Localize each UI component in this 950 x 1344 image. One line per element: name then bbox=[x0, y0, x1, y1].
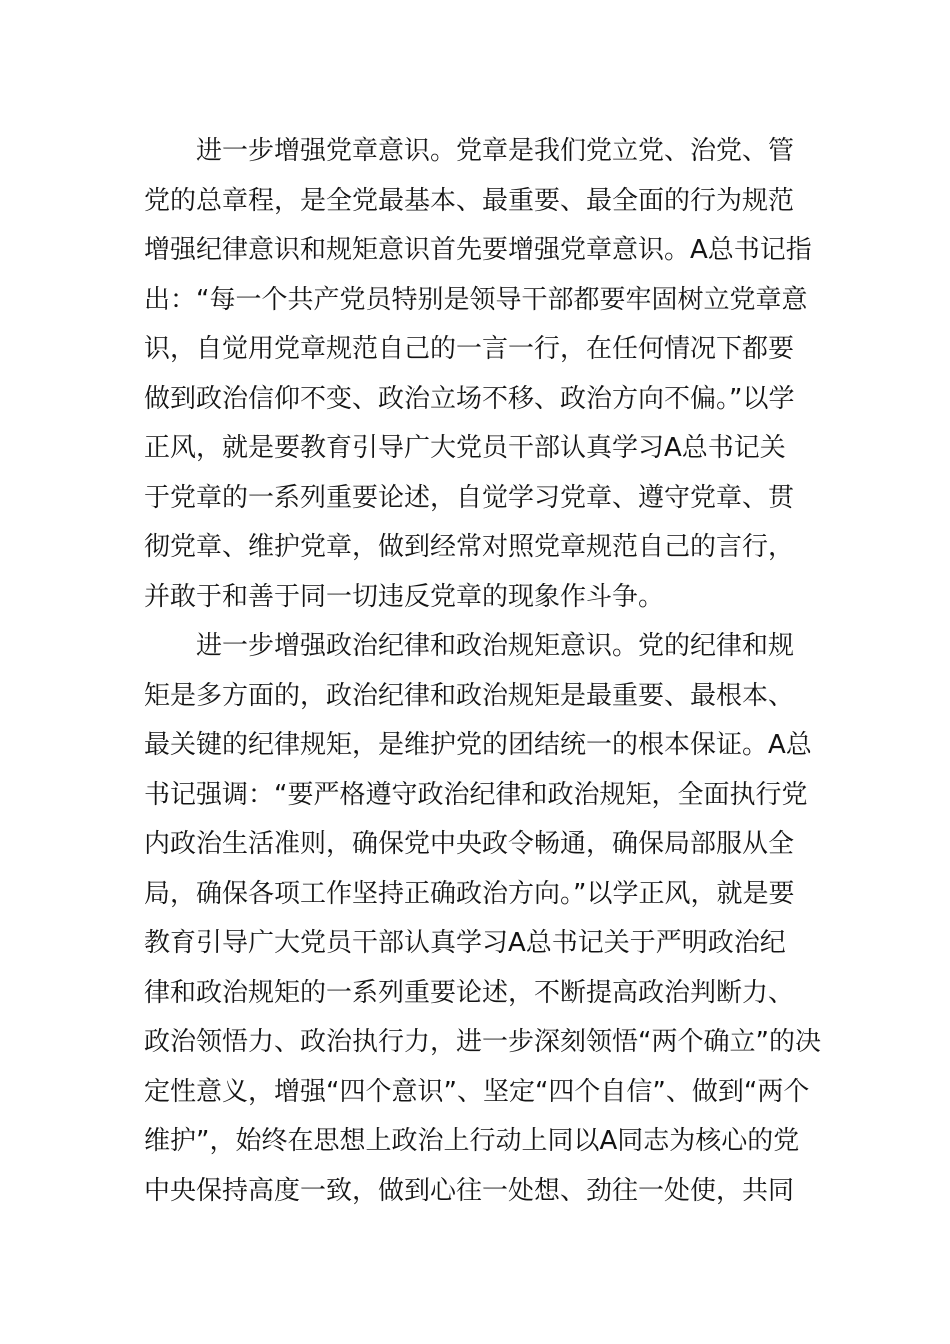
paragraph-1-line-1: 进一步增强党章意识。党章是我们党立党、治党、管 bbox=[196, 136, 795, 166]
paragraph-1-line-9: 彻党章、维护党章，做到经常对照党章规范自己的言行， bbox=[144, 532, 795, 562]
paragraph-1-line-10: 并敢于和善于同一切违反党章的现象作斗争。 bbox=[144, 581, 665, 612]
body-text bbox=[144, 127, 821, 1216]
paragraph-1-line-4: 出：“每一个共产党员特别是领导干部都要牢固树立党章意 bbox=[144, 284, 808, 315]
paragraph-2-line-12: 中央保持高度一致，做到心往一处想、劲往一处使，共同 bbox=[144, 1175, 795, 1206]
paragraph-2-line-4: 书记强调：“要严格遵守政治纪律和政治规矩，全面执行党 bbox=[144, 779, 808, 810]
paragraph-1-line-2: 党的总章程，是全党最基本、最重要、最全面的行为规范 bbox=[144, 185, 795, 216]
paragraph-1-line-3: 增强纪律意识和规矩意识首先要增强党章意识。A总书记指 bbox=[144, 235, 812, 265]
paragraph-1-line-5: 识，自觉用党章规范自己的一言一行，在任何情况下都要 bbox=[144, 334, 795, 364]
paragraph-2-line-11: 维护”，始终在思想上政治上行动上同以A同志为核心的党 bbox=[144, 1126, 800, 1156]
paragraph-1-line-8: 于党章的一系列重要论述，自觉学习党章、遵守党章、贯 bbox=[144, 482, 795, 513]
paragraph-1-line-6: 做到政治信仰不变、政治立场不移、政治方向不偏。”以学 bbox=[144, 383, 795, 414]
paragraph-2-line-7: 教育引导广大党员干部认真学习A总书记关于严明政治纪 bbox=[144, 928, 786, 958]
paragraph-1-line-7: 正风，就是要教育引导广大党员干部认真学习A总书记关 bbox=[144, 433, 786, 463]
paragraph-2-line-5: 内政治生活准则，确保党中央政令畅通，确保局部服从全 bbox=[144, 829, 795, 859]
paragraph-2-line-6: 局，确保各项工作坚持正确政治方向。”以学正风，就是要 bbox=[144, 878, 795, 909]
paragraph-2-line-2: 矩是多方面的，政治纪律和政治规矩是最重要、最根本、 bbox=[144, 680, 795, 711]
paragraph-2-line-1: 进一步增强政治纪律和政治规矩意识。党的纪律和规 bbox=[196, 631, 795, 661]
paragraph-2-line-3: 最关键的纪律规矩，是维护党的团结统一的根本保证。A总 bbox=[144, 730, 812, 760]
paragraph-2-line-9: 政治领悟力、政治执行力，进一步深刻领悟“两个确立”的决 bbox=[144, 1027, 821, 1057]
paragraph-2-line-10: 定性意义，增强“四个意识”、坚定“四个自信”、做到“两个 bbox=[144, 1076, 810, 1107]
paragraph-2-line-8: 律和政治规矩的一系列重要论述，不断提高政治判断力、 bbox=[144, 977, 795, 1008]
